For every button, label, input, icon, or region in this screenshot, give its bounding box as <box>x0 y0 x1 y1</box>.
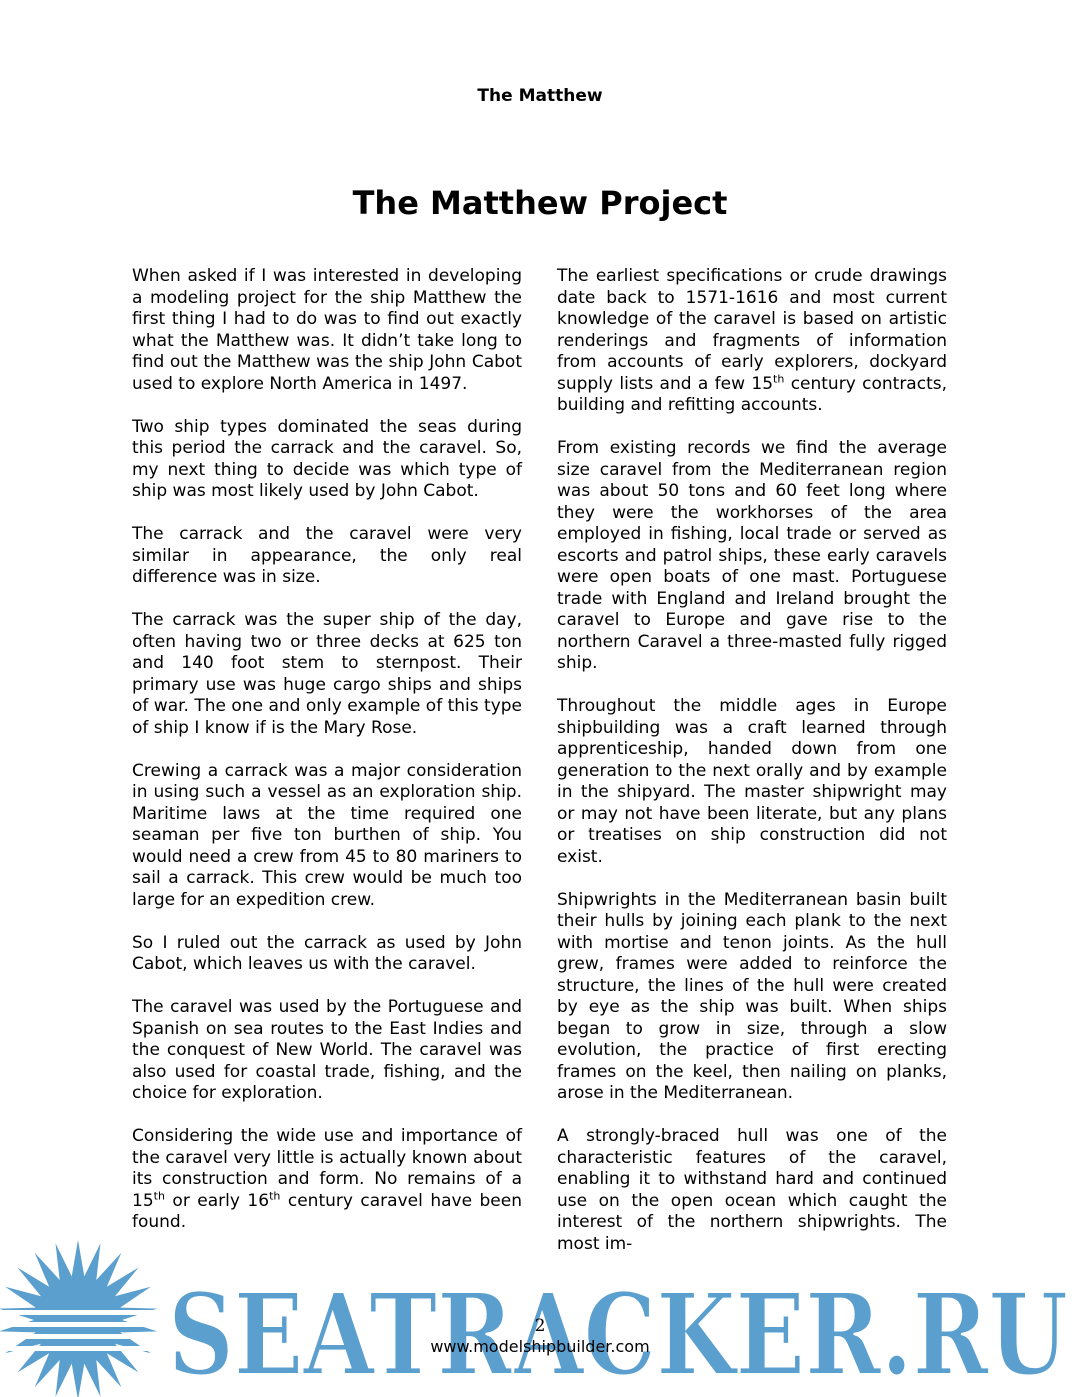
paragraph <box>557 266 947 417</box>
paragraph-text: The earliest specifications or crude drawings date back to 1571-1616 and most current knowledge of the caravel is based on artistic renderings and fragments of information from accounts of early explorers, dockyard supply lists and a few 15 <box>557 266 947 394</box>
left-column <box>132 266 522 1234</box>
superscript: th <box>153 1188 165 1202</box>
paragraph-text: Considering the wide use and importance of the caravel very little is actually known about its construction and form. No remains of a 15 <box>132 1126 522 1211</box>
paragraph: The carrack and the caravel were very similar in appearance, the only real difference was in size. <box>132 524 522 587</box>
paragraph <box>132 1126 522 1234</box>
paragraph-text: century caravel have been found. <box>132 1190 522 1232</box>
page-number: 2 <box>534 1316 546 1336</box>
watermark-text: SEATRACKER.RU <box>168 1270 1068 1397</box>
paragraph: From existing records we find the average size caravel from the Mediterranean region was about 50 tons and 60 feet long where they were the workhorses of the area employed in fishing, local trade or served as escorts and patrol ships, these early caravels were open boats of one mast. Portuguese trade with England and Ireland brought the caravel to Europe and gave rise to the northern Caravel a three-masted fully rigged ship. <box>557 438 947 673</box>
superscript: th <box>269 1188 281 1202</box>
paragraph-text: century contracts, building and refitting accounts. <box>557 373 947 415</box>
paragraph: Shipwrights in the Mediterranean basin built their hulls by joining each plank to the next with mortise and tenon joints. As the hull grew, frames were added to reinforce the structure, the lines of the hull were created by eye as the ship was built. When ships began to grow in size, through a slow evolution, the practice of first erecting frames on the keel, then nailing on planks, arose in the Mediterranean. <box>557 889 947 1103</box>
running-header: The Matthew <box>477 86 603 106</box>
superscript: th <box>773 371 785 385</box>
paragraph-text: or early 16 <box>164 1190 270 1211</box>
paragraph: The carrack was the super ship of the day, often having two or three decks at 625 ton and 140 foot stem to sternpost. Their primary use was huge cargo ships and ships of war. The one and only example of this type of ship I know if is the Mary Rose. <box>132 610 522 738</box>
paragraph: Throughout the middle ages in Europe shipbuilding was a craft learned through apprenticeship, handed down from one generation to the next orally and by example in the shipyard. The master shipwright may or may not have been literate, but any plans or treatises on ship construction did not exist. <box>557 696 947 867</box>
paragraph: The caravel was used by the Portuguese and Spanish on sea routes to the East Indies and the conquest of New World. The caravel was also used for coastal trade, fishing, and the choice for exploration. <box>132 997 522 1103</box>
paragraph: When asked if I was interested in developing a modeling project for the ship Matthew the first thing I had to do was to find out exactly what the Matthew was. It didn’t take long to find out the Matthew was the ship John Cabot used to explore North America in 1497. <box>132 266 522 394</box>
paragraph: So I ruled out the carrack as used by John Cabot, which leaves us with the caravel. <box>132 932 522 974</box>
right-column <box>557 266 947 1255</box>
footer-url: www.modelshipbuilder.com <box>430 1337 650 1356</box>
paragraph: Crewing a carrack was a major consideration in using such a vessel as an exploration ship. Maritime laws at the time required one seaman per five ton burthen of ship. You would need a crew from 45 to 80 mariners to sail a carrack. This crew would be much too large for an expedition crew. <box>132 760 522 910</box>
paragraph: Two ship types dominated the seas during this period the carrack and the caravel. So, my next thing to decide was which type of ship was most likely used by John Cabot. <box>132 416 522 501</box>
paragraph: A strongly-braced hull was one of the characteristic features of the caravel, enabling it to withstand hard and continued use on the open ocean which caught the interest of the northern shipwrights. The most im- <box>557 1126 947 1254</box>
page-title: The Matthew Project <box>352 184 728 222</box>
